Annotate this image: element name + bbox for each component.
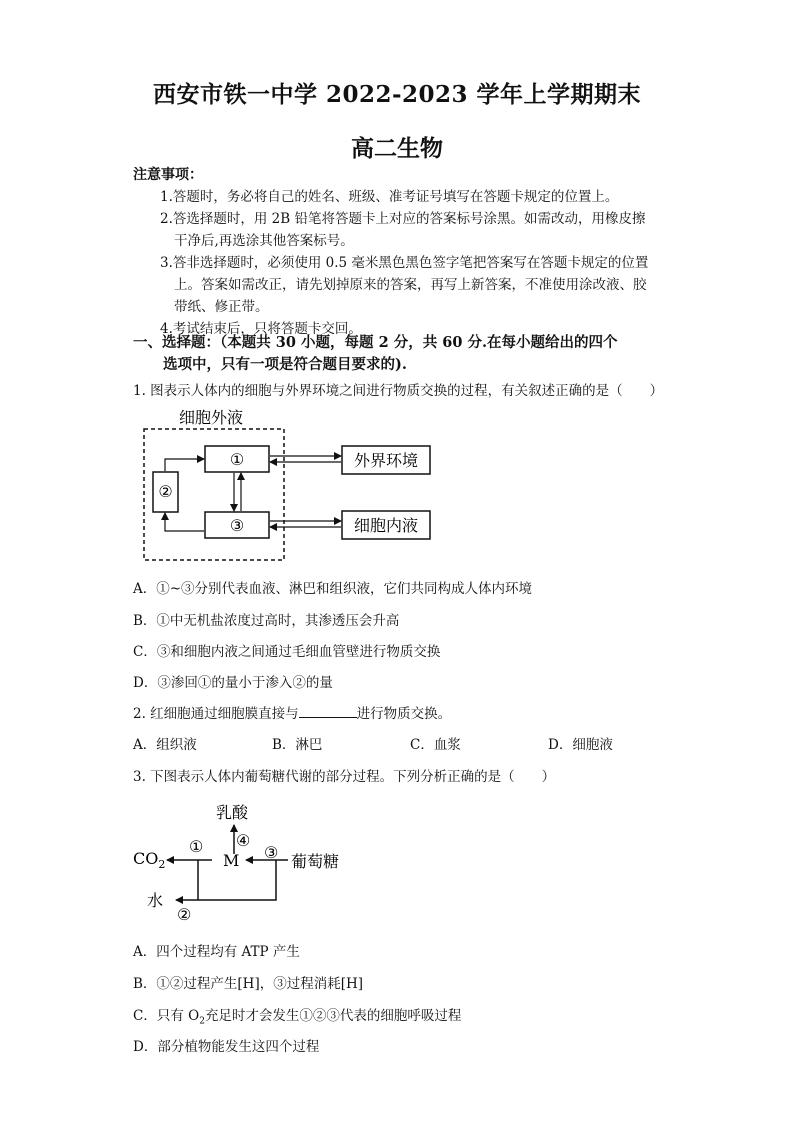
notice-item-2-line1: 2.答选择题时，用 2B 铅笔将答题卡上对应的答案标号涂黑。如需改动，用橡皮擦: [160, 211, 646, 227]
co2-label: [133, 849, 165, 871]
question-3-option-a: A．四个过程均有 ATP 产生: [133, 944, 300, 960]
question-1-stem: 1. 图表示人体内的细胞与外界环境之间进行物质交换的过程，有关叙述正确的是（ ）: [133, 383, 664, 399]
process-1-label: ①: [189, 837, 204, 856]
water-label: 水: [147, 891, 164, 910]
glucose-label: 葡萄糖: [291, 852, 340, 871]
process-2-label: ②: [177, 905, 192, 924]
notice-item-3-line2: 上。答案如需改正，请先划掉原来的答案，再写上新答案，不准使用涂改液、胶: [174, 277, 647, 293]
section-heading: [133, 332, 673, 376]
section-heading-line2: 选项中，只有一项是符合题目要求的).: [163, 356, 407, 373]
notice-item-1: [160, 186, 665, 208]
exam-subtitle: 高二生物: [351, 135, 443, 162]
question-3-option-c-subscript: 2: [199, 1016, 205, 1027]
arrow-2-to-1: [165, 459, 204, 471]
question-3-stem: 3. 下图表示人体内葡萄糖代谢的部分过程。下列分析正确的是（ ）: [133, 769, 556, 785]
question-2-stem-after: 进行物质交换。: [356, 706, 452, 722]
box-1-label: ①: [229, 450, 245, 469]
question-3-option-c-after: 充足时才会发生①②③代表的细胞呼吸过程: [204, 1008, 462, 1024]
arrow-to-water: [176, 860, 198, 900]
box-3-label: ③: [229, 516, 245, 535]
co2-text: CO: [133, 849, 159, 868]
box-2-label: ②: [158, 482, 173, 501]
question-2-stem-before: 2. 红细胞通过细胞膜直接与: [133, 706, 299, 722]
question-1-option-b: B．①中无机盐浓度过高时，其渗透压会升高: [133, 613, 400, 629]
question-2-option-c: C．血浆: [410, 737, 461, 753]
notice-item-2: [160, 208, 665, 252]
question-3-option-c: [133, 1004, 461, 1027]
question-2-option-d: D．细胞液: [548, 737, 613, 753]
co2-subscript: 2: [158, 858, 166, 871]
notice-heading: 注意事项：: [133, 167, 203, 183]
question-3-option-d: D．部分植物能发生这四个过程: [133, 1039, 320, 1055]
question-1-diagram: [133, 402, 443, 564]
question-1-option-a: A．①~③分别代表血液、淋巴和组织液，它们共同构成人体内环境: [133, 581, 533, 597]
external-environment-label: 外界环境: [353, 451, 419, 470]
question-3-option-b: B．①②过程产生[H]，③过程消耗[H]: [133, 976, 364, 992]
notice-item-3: [160, 252, 665, 318]
lactic-acid-label: 乳酸: [216, 803, 249, 822]
intracellular-fluid-label: 细胞内液: [353, 516, 419, 535]
notice-item-3-line1: 3.答非选择题时，必须使用 0.5 毫米黑色黑色签字笔把答案写在答题卡规定的位置: [160, 255, 649, 271]
process-3-label: ③: [264, 843, 279, 862]
question-2-stem: [133, 702, 673, 722]
notice-item-1-line1: 1.答题时，务必将自己的姓名、班级、准考证号填写在答题卡规定的位置上。: [160, 189, 619, 205]
process-4-label: ④: [236, 831, 251, 850]
question-3-diagram: [130, 796, 350, 926]
m-label: M: [223, 851, 240, 870]
exam-title: 西安市铁一中学 2022-2023 学年上学期期末: [152, 81, 642, 108]
extracellular-fluid-label: 细胞外液: [179, 408, 244, 427]
section-heading-line1: 一、选择题：（本题共 30 小题，每题 2 分，共 60 分.在每小题给出的四个: [133, 334, 618, 351]
question-2-option-b: B．淋巴: [272, 737, 323, 753]
arrow-3-to-2: [165, 513, 204, 531]
notice-item-3-line3: 带纸、修正带。: [174, 299, 269, 315]
question-1-option-c: C．③和细胞内液之间通过毛细血管壁进行物质交换: [133, 644, 441, 660]
notice-item-4-line1: 4.考试结束后，只将答题卡交回。: [160, 321, 362, 337]
question-2-blank: [299, 703, 357, 718]
question-3-option-c-before: C．只有 O: [133, 1008, 200, 1024]
question-2-option-a: A．组织液: [133, 737, 197, 753]
question-1-option-d: D．③渗回①的量小于渗入②的量: [133, 675, 333, 691]
notice-item-2-line2: 干净后,再选涂其他答案标号。: [174, 233, 354, 249]
